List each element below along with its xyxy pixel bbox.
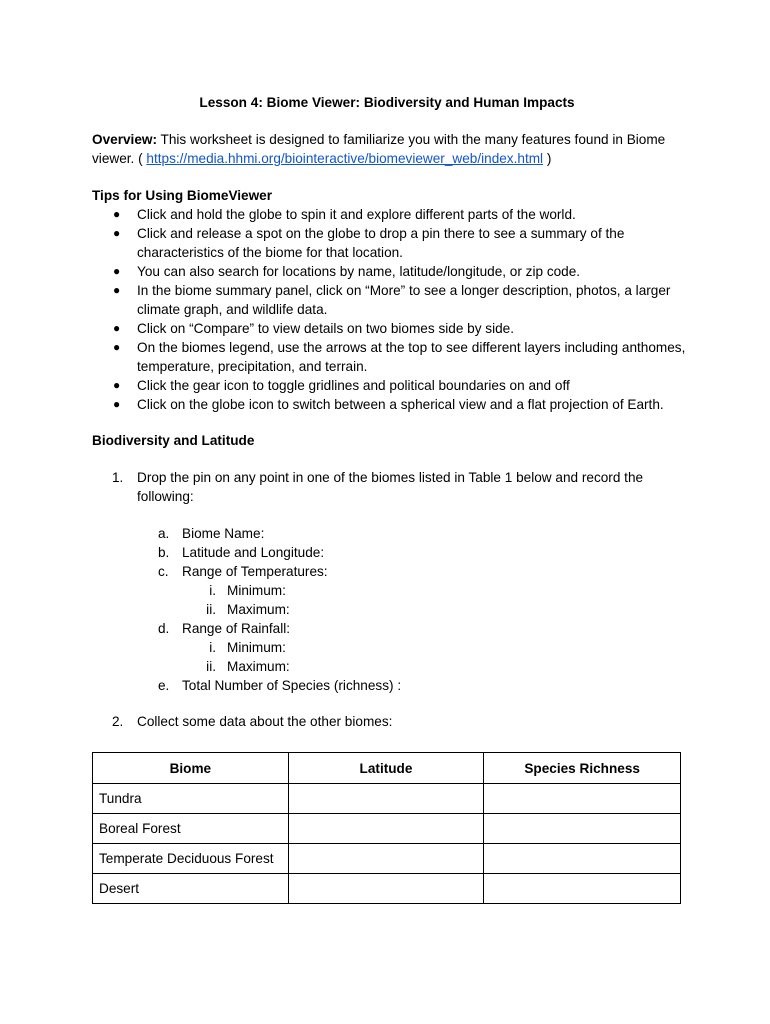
sub-item-text: Total Number of Species (richness) : xyxy=(182,678,402,693)
sub-sub-item xyxy=(92,657,592,676)
biome-cell: Boreal Forest xyxy=(93,814,289,844)
biome-cell: Desert xyxy=(93,874,289,904)
tip-text: Click on the globe icon to switch between a spherical view and a flat projection of Earth. xyxy=(137,397,664,412)
species-richness-cell[interactable] xyxy=(484,814,681,844)
sub-item-text: Biome Name: xyxy=(182,526,265,541)
table-row xyxy=(93,784,681,814)
biome-cell: Tundra xyxy=(93,784,289,814)
page-title: Lesson 4: Biome Viewer: Biodiversity and Human Impacts xyxy=(199,95,575,110)
question-text: Drop the pin on any point in one of the biomes listed in Table 1 below and record the following: xyxy=(137,470,644,504)
sub-item xyxy=(92,543,592,562)
bullet-icon: ● xyxy=(113,207,121,221)
species-richness-cell[interactable] xyxy=(484,874,681,904)
tip-text: Click the gear icon to toggle gridlines and political boundaries on and off xyxy=(137,378,570,393)
tip-item xyxy=(92,376,688,395)
sub-item-text: Latitude and Longitude: xyxy=(182,545,325,560)
tip-item xyxy=(92,395,688,414)
table-row xyxy=(93,844,681,874)
header-biome: Biome xyxy=(93,753,289,784)
overview-paragraph xyxy=(92,130,688,168)
biome-cell: Temperate Deciduous Forest xyxy=(93,844,289,874)
biome-viewer-link[interactable]: https://media.hhmi.org/biointeractive/biomeviewer_web/index.html xyxy=(146,151,544,166)
latitude-cell[interactable] xyxy=(288,844,484,874)
sub-item-label: ii. xyxy=(206,602,216,617)
question-1-sublist xyxy=(92,524,592,695)
biome-data-table xyxy=(92,752,681,904)
bullet-icon: ● xyxy=(113,321,121,335)
bullet-icon: ● xyxy=(113,397,121,411)
sub-item-label: ii. xyxy=(206,659,216,674)
tip-text: On the biomes legend, use the arrows at the top to see different layers including anthomes, temperature, precipitation, and terrain. xyxy=(137,340,686,374)
table-row xyxy=(93,814,681,844)
question-1 xyxy=(92,468,688,506)
question-number: 2. xyxy=(112,714,124,729)
tip-item xyxy=(92,281,688,319)
tip-item xyxy=(92,224,688,262)
tip-text: In the biome summary panel, click on “More” to see a longer description, photos, a larger climate graph, and wildlife data. xyxy=(137,283,671,317)
tip-item xyxy=(92,338,688,376)
bullet-icon: ● xyxy=(113,226,121,240)
overview-label: Overview: xyxy=(92,132,157,147)
tip-text: You can also search for locations by name, latitude/longitude, or zip code. xyxy=(137,264,581,279)
sub-item-label: c. xyxy=(158,564,169,579)
question-number: 1. xyxy=(112,470,124,485)
sub-item-text: Maximum: xyxy=(227,602,290,617)
sub-item-label: i. xyxy=(209,583,216,598)
question-text: Collect some data about the other biomes: xyxy=(137,714,393,729)
bullet-icon: ● xyxy=(113,378,121,392)
sub-item xyxy=(92,676,592,695)
question-2 xyxy=(92,712,688,731)
sub-item-label: e. xyxy=(158,678,170,693)
table-row xyxy=(93,874,681,904)
tip-item xyxy=(92,262,688,281)
sub-item xyxy=(92,524,592,543)
header-latitude: Latitude xyxy=(288,753,484,784)
tip-text: Click on “Compare” to view details on two biomes side by side. xyxy=(137,321,515,336)
sub-item-label: d. xyxy=(158,621,170,636)
sub-item-text: Minimum: xyxy=(227,640,286,655)
sub-item-label: a. xyxy=(158,526,170,541)
tip-item xyxy=(92,205,688,224)
tip-text: Click and hold the globe to spin it and explore different parts of the world. xyxy=(137,207,576,222)
latitude-cell[interactable] xyxy=(288,874,484,904)
tip-item xyxy=(92,319,688,338)
species-richness-cell[interactable] xyxy=(484,784,681,814)
sub-sub-item xyxy=(92,600,592,619)
tips-list xyxy=(92,205,688,414)
header-species-richness: Species Richness xyxy=(484,753,681,784)
sub-item-text: Minimum: xyxy=(227,583,286,598)
bullet-icon: ● xyxy=(113,264,121,278)
latitude-cell[interactable] xyxy=(288,814,484,844)
sub-sub-item xyxy=(92,638,592,657)
latitude-cell[interactable] xyxy=(288,784,484,814)
bullet-icon: ● xyxy=(113,340,121,354)
tips-heading: Tips for Using BiomeViewer xyxy=(92,188,273,203)
sub-item-text: Range of Rainfall: xyxy=(182,621,291,636)
table-header-row xyxy=(93,753,681,784)
sub-item-label: i. xyxy=(209,640,216,655)
sub-item-text: Range of Temperatures: xyxy=(182,564,328,579)
sub-item xyxy=(92,619,592,638)
sub-item-text: Maximum: xyxy=(227,659,290,674)
species-richness-cell[interactable] xyxy=(484,844,681,874)
overview-after-link: ) xyxy=(543,151,552,166)
sub-sub-item xyxy=(92,581,592,600)
tip-text: Click and release a spot on the globe to drop a pin there to see a summary of the characteristics of the biome for that location. xyxy=(137,226,625,260)
bullet-icon: ● xyxy=(113,283,121,297)
sub-item-label: b. xyxy=(158,545,170,560)
overview-text: This worksheet is designed to familiarize you with the many features found in Biome viewer. ( xyxy=(92,132,666,166)
sub-item xyxy=(92,562,592,581)
biodiversity-heading: Biodiversity and Latitude xyxy=(92,433,255,448)
